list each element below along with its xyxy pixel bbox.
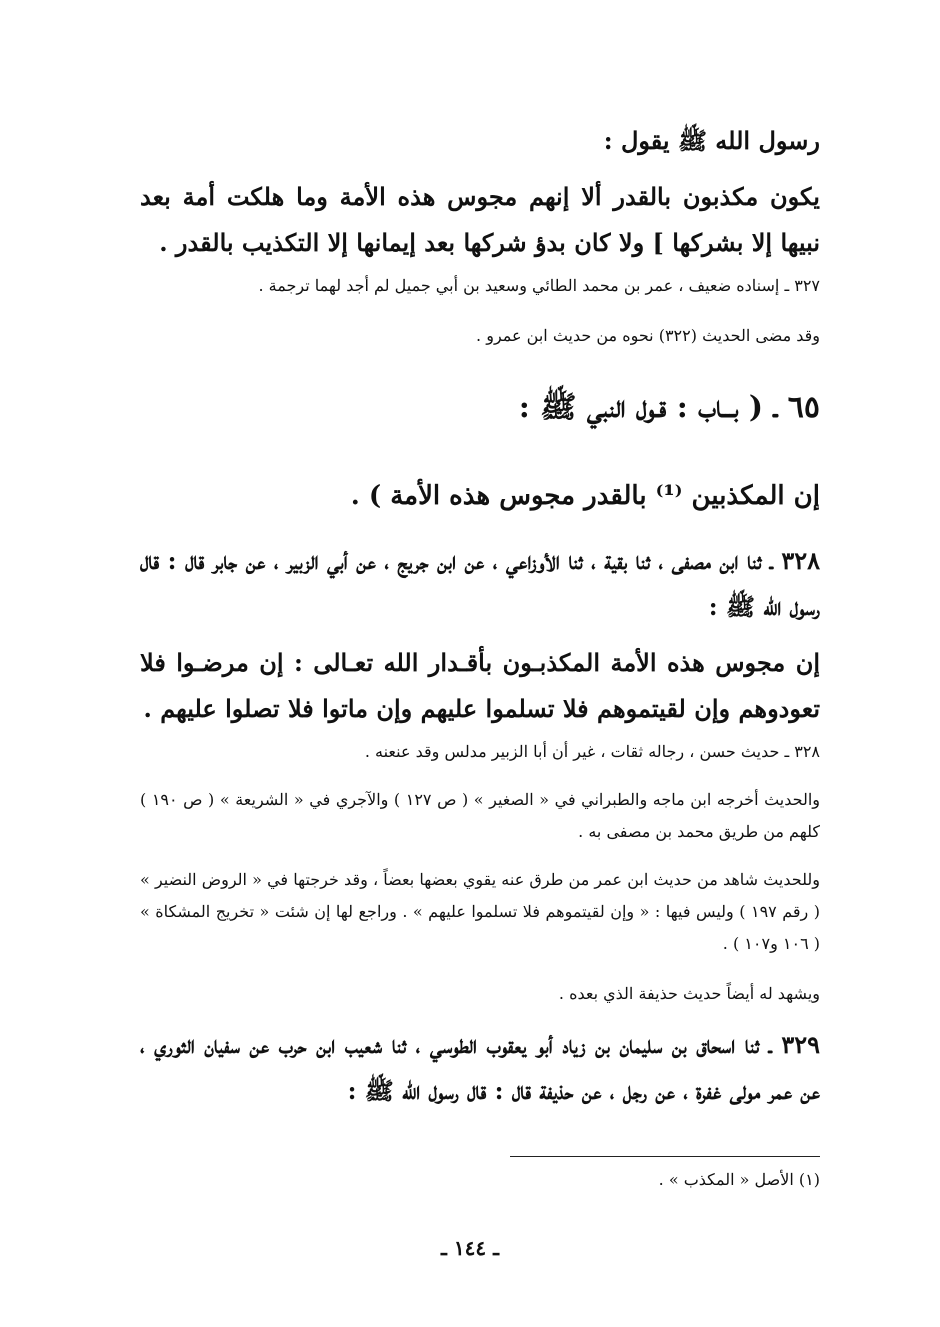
note-328-grading: ٣٢٨ ـ حديث حسن ، رجاله ثقات ، غير أن أبا الزبير مدلس وقد عنعنه . bbox=[364, 742, 820, 761]
footnote-1: (١) الأصل « المكذب » . bbox=[658, 1170, 820, 1189]
hadith-328-matn: إن مجوس هذه الأمة المكذبـون بأقـدار الله تعـالى : إن مرضـوا فلا تعودوهم وإن لقيتموهم فلا تسلموا عليهم وإن ماتوا فلا تصلوا عليهم . bbox=[140, 648, 820, 723]
hadith-328-isnad: ٣٢٨ ـ ثنا ابن مصفى ، ثنا بقية ، ثنا الأوزاعي ، عن ابن جريج ، عن أبي الزبير ، عن جابر قال : قال رسول الله ﷺ : bbox=[140, 546, 820, 621]
chapter-subheading: إن المكذبين ⁽¹⁾ بالقدر مجوس هذه الأمة ) . bbox=[350, 481, 820, 511]
intro-line: رسول الله ﷺ يقول : bbox=[603, 126, 820, 155]
hadith-329-isnad: ٣٢٩ ـ ثنا اسحاق بن سليمان بن زياد أبو يعقوب الطوسي ، ثنا شعيب ابن حرب عن سفيان الثوري ، عن عمر مولى غفرة ، عن رجل ، عن حذيفة قال : قال رسول الله ﷺ : bbox=[140, 1030, 821, 1105]
page-number: ـ ١٤٤ ـ bbox=[441, 1236, 499, 1260]
intro-paragraph: يكون مكذبون بالقدر ألا إنهم مجوس هذه الأمة وما هلكت أمة بعد نبيها إلا بشركها ] ولا كان بدؤ شركها بعد إيمانها إلا التكذيب بالقدر . bbox=[140, 182, 820, 257]
footnote-divider bbox=[510, 1156, 820, 1157]
chapter-heading: ٦٥ ـ ( بـــاب : قـول النبي ﷺ : bbox=[518, 390, 820, 425]
note-327-reference: وقد مضى الحديث (٣٢٢) نحوه من حديث ابن عمرو . bbox=[476, 326, 820, 345]
note-328-takhrij: والحديث أخرجه ابن ماجه والطبراني في « الصغير » ( ص ١٢٧ ) والآجري في « الشريعة » ( ص ١٩٠ ) كلهم من طريق محمد بن مصفى به . bbox=[140, 790, 821, 841]
note-327-isnad: ٣٢٧ ـ إسناده ضعيف ، عمر بن محمد الطائي وسعيد بن أبي جميل لم أجد لهما ترجمة . bbox=[258, 276, 820, 295]
note-328-shawahid: وللحديث شاهد من حديث ابن عمر من طرق عنه يقوي بعضها بعضاً ، وقد خرجتها في « الروض النضير » ( رقم ١٩٧ ) وليس فيها : « وإن لقيتموهم فلا تسلموا عليهم » . وراجع لها إن شئت « تخريج المشكاة » ( ١٠٦ و١٠٧ ) . bbox=[140, 870, 820, 953]
note-328-witness: ويشهد له أيضاً حديث حذيفة الذي بعده . bbox=[558, 984, 820, 1003]
